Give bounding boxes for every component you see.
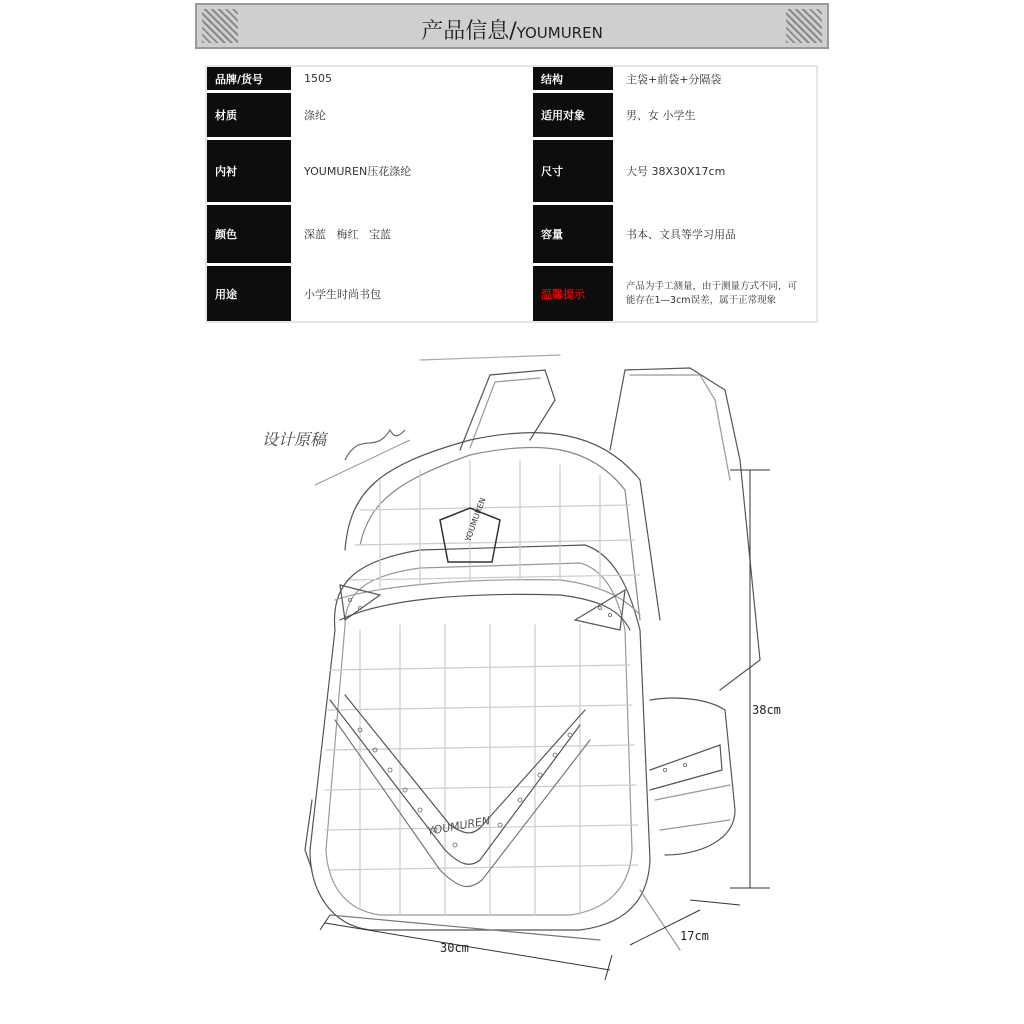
label-brand-sku: 品牌/货号 xyxy=(207,67,291,90)
label-target-users: 适用对象 xyxy=(533,93,613,137)
label-structure: 结构 xyxy=(533,67,613,90)
label-usage: 用途 xyxy=(207,266,291,321)
spec-table xyxy=(205,65,818,323)
width-dimension-label: 30cm xyxy=(440,941,469,955)
badge-brand-text: YOUMUREN xyxy=(463,496,488,543)
signature-scribble xyxy=(345,430,405,460)
value-material: 涤纶 xyxy=(304,109,326,122)
value-lining: YOUMUREN压花涤纶 xyxy=(304,165,412,178)
label-color: 颜色 xyxy=(207,205,291,263)
value-color: 深蓝 梅红 宝蓝 xyxy=(304,228,391,241)
label-warm-reminder: 温馨提示 xyxy=(533,266,613,321)
front-brand-text: YOUMUREN xyxy=(426,814,492,838)
width-left-tick xyxy=(320,915,330,930)
label-lining: 内衬 xyxy=(207,140,291,202)
depth-tick xyxy=(690,900,740,905)
backpack-drawing xyxy=(305,355,760,950)
value-usage: 小学生时尚书包 xyxy=(304,287,381,301)
value-capacity: 书本、文具等学习用品 xyxy=(626,228,736,241)
backpack-sketch xyxy=(0,330,1024,1024)
value-brand-sku: 1505 xyxy=(304,72,332,85)
design-draft-note: 设计原稿 xyxy=(262,430,327,449)
title-banner xyxy=(195,3,829,49)
width-right-tick xyxy=(605,955,612,980)
label-capacity: 容量 xyxy=(533,205,613,263)
value-structure: 主袋+前袋+分隔袋 xyxy=(626,72,722,86)
value-target-users: 男、女 小学生 xyxy=(626,109,696,122)
height-dimension-label: 38cm xyxy=(752,703,781,717)
value-warm-reminder: 产品为手工测量，由于测量方式不同，可能存在1—3cm误差，属于正常现象 xyxy=(626,280,798,306)
label-material: 材质 xyxy=(207,93,291,137)
page-title xyxy=(197,14,827,45)
label-size: 尺寸 xyxy=(533,140,613,202)
title-english: YOUMUREN xyxy=(516,24,603,42)
title-chinese: 产品信息/ xyxy=(421,19,517,44)
signature-underline xyxy=(315,440,410,485)
depth-dimension-label: 17cm xyxy=(680,929,709,943)
value-size: 大号 38X30X17cm xyxy=(626,165,726,178)
